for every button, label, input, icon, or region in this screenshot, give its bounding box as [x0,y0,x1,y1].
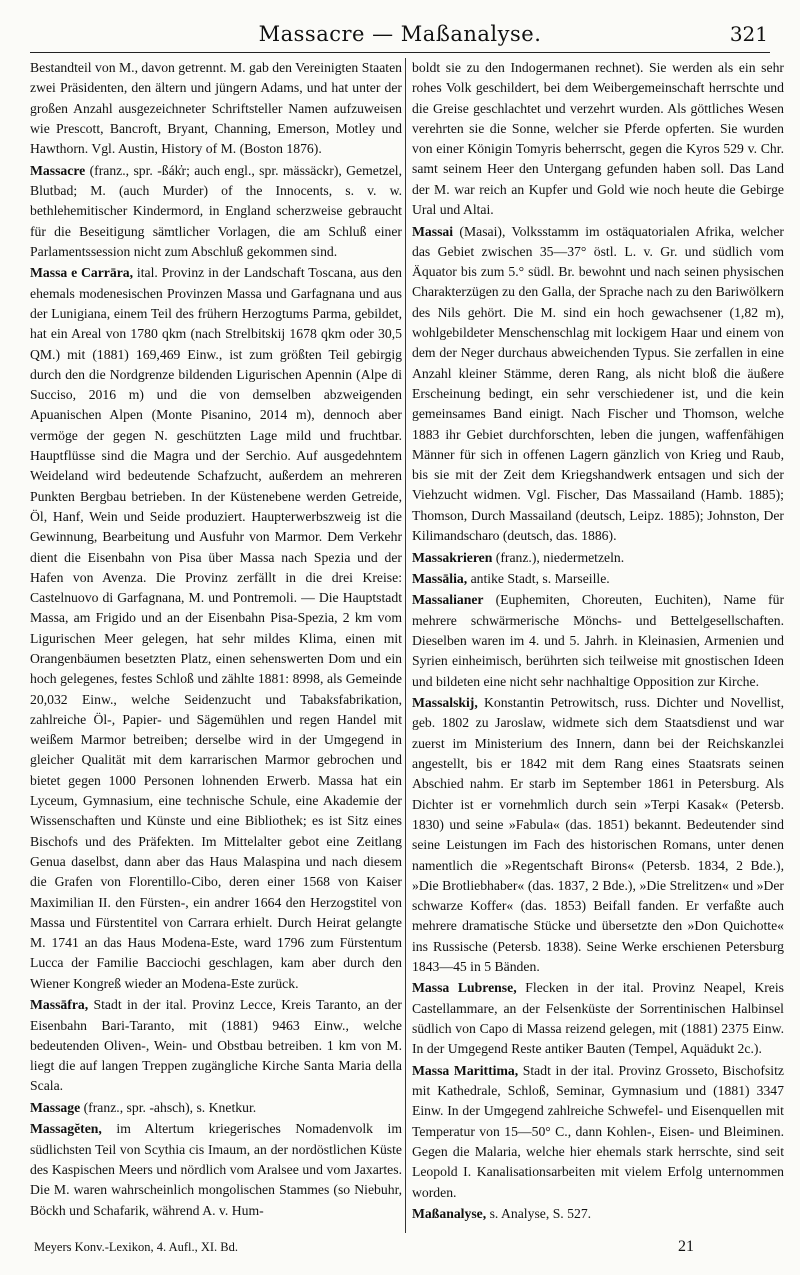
dictionary-entry [30,1098,402,1118]
entry-headword: Massai [412,223,454,239]
entry-text: Bestandteil von M., davon getrennt. M. gab den Vereinigten Staaten zwei Präsidenten, den ältern und jüngern Adams, und hat unter der großen Anzahl ausgezeichneter Schriftsteller Namen aufzuweisen wie Prescott, Bancroft, Bryant, Channing, Emerson, Motley und Hawthorn. Vgl. Austin, History of M. (Boston 1876). [30,60,402,157]
dictionary-entry [30,263,402,994]
dictionary-entry [412,1061,784,1203]
entry-text: ital. Provinz in der Landschaft Toscana, aus den ehemals modenesischen Provinzen Massa und Garfagnana und aus der Lunigiana, einem Teil des frühern Herzogtums Parma, gebildet, hat ein Areal von 1780 qkm (nach Strelbitskij 1678 qkm oder 30,5 QM.) mit (1881) 169,469 Einw., ist zum größten Teil gebirgig durch den die Nordgrenze bildenden Ligurischen Apennin (Alpe di Succiso, 2016 m) und die von demselben abzweigenden Apuanischen Alpen (Monte Pisanino, 2014 m), dennoch aber vermöge der gegen N. geschützten Lage mild und fruchtbar. Hauptflüsse sind die Magra und der Serchio. Auf ausgedehntem Weideland wird bedeutende Schafzucht, außerdem an mehreren Punkten Bergbau betrieben. In der Küstenebene werden Getreide, Öl, Hanf, Wein und Seide produziert. Haupterwerbszweig ist die Gewinnung, Bearbeitung und Ausfuhr von Marmor. Dem Verkehr dient die Eisenbahn von Pisa über Massa nach Spezia und der Hafen von Avenza. Die Provinz zerfällt in die drei Kreise: Castelnuovo di Garfagnana, M. und Pontremoli. — Die Hauptstadt Massa, am Frigido und an der Eisenbahn Pisa-Spezia, 2 km vom Ligurischen Meer gelegen, hat sehr mildes Klima, einen mit Orangenbäumen besetzten Platz, einen sehenswerten Dom und ein hoch gelegenes, festes Schloß und zählte 1881: 8998, als Gemeinde 20,032 Einw., welche Seidenzucht und Tabaksfabrikation, zahlreiche Öl-, Papier- und Sägemühlen und regen Handel mit weißem Marmor betreiben; derselbe wird in der Umgegend in gleicher Qualität mit dem karrarischen Marmor gebrochen und bietet gegen 1000 Personen lohnenden Erwerb. Massa hat ein Lyceum, Gymnasium, eine technische Schule, eine Akademie der Wissenschaften und Künste und eine Bibliothek; es ist Sitz eines Bischofs und des Präfekten. Im Mittelalter gebot eine Zeitlang Genua daselbst, dann aber das Haus Malaspina und nach diesem die Grafen von Florentillo-Cibo, deren einer 1568 von Kaiser Maximilian II. den Fürsten-, ein andrer 1664 den Herzogstitel von Massa und Fürstentitel von Carrara erhielt. Durch Heirat gelangte M. 1741 an das Haus Modena-Este, ward 1796 zum Fürstentum Lucca der Familie Bacciochi geschlagen, kam aber durch den Wiener Kongreß wieder an Modena-Este zurück. [30,265,402,991]
dictionary-entry [412,693,784,977]
running-header [30,18,770,53]
page-footer [30,1238,770,1262]
dictionary-entry [412,569,784,589]
entry-headword: Massage [30,1099,81,1115]
left-column [30,58,402,1226]
dictionary-entry [30,161,402,262]
entry-headword: Maßanalyse, [412,1206,487,1222]
entry-continuation [412,58,784,220]
entry-text: s. Analyse, S. 527. [486,1206,592,1222]
entry-headword: Massalianer [412,592,484,608]
entry-headword: Massa Marittima, [412,1062,519,1078]
dictionary-entry [412,978,784,1059]
entry-headword: Massagĕten, [30,1121,102,1137]
entry-text: (Euphemiten, Choreuten, Euchiten), Name für mehrere schwärmerische Mönchs- und Bettelgesellschaften. Dieselben waren im 4. und 5. Jahrh. in Kleinasien, Armenien und Syrien einheimisch, berührten sich teilweise mit gnostischen Ideen und bildeten eine nicht sehr nachhaltige Opposition zur Kirche. [412,592,784,689]
entry-headword: Massa Lubrense, [412,980,517,996]
dictionary-entry [412,222,784,547]
page-number: 321 [729,22,768,46]
entry-headword: Massāfra, [30,997,89,1013]
entry-text: Stadt in der ital. Provinz Lecce, Kreis Taranto, an der Eisenbahn Bari-Taranto, mit (1881) 9463 Einw., welche bedeutenden Oliven-, Wein- und Obstbau betreiben. 1 km von M. liegt die auf langen Treppen zugängliche Kirche Santa Maria della Scala. [30,997,402,1094]
running-title: Massacre — Maßanalyse. [258,22,542,46]
entry-text: Stadt in der ital. Provinz Grosseto, Bischofsitz mit Kathedrale, Schloß, Seminar, Gymnasium und (1881) 3347 Einw. In der Umgegend zahlreiche Schwefel- und Eisenquellen mit Temperatur von 15—50° C., dann Kohlen-, Eisen- und Bleiminen. Gegen die Malaria, welche hier ehemals stark herrschte, sind seit Leopold I. Kanalisationsarbeiten mit vielem Erfolg unternommen worden. [412,1062,784,1200]
entry-continuation [30,58,402,159]
entry-text: antike Stadt, s. Marseille. [467,570,610,586]
entry-headword: Massa e Carrāra, [30,265,134,281]
entry-text: (franz., spr. -ßák̓r; auch engl., spr. mässäckr), Gemetzel, Blutbad; M. (auch Murder) of the Innocents, s. v. w. bethlehemitischer Kindermord, in England scherzweise gebraucht für die Beseitigung sämtlicher Vorlagen, die am Schluß einer Parlamentssession nicht zum Abschluß gekommen sind. [30,162,402,259]
column-divider [405,58,406,1233]
dictionary-entry [30,1119,402,1220]
entry-text: boldt sie zu den Indogermanen rechnet). Sie werden als ein sehr rohes Volk geschildert, bei dem Weibergemeinschaft herrschte und die Greise geschlachtet und verzehrt wurden. Als göttliches Wesen verehrten sie die Sonne, welcher sie Pferde opferten. Sie wurden von einer Königin Tomyris beherrscht, gegen die Kyros 529 v. Chr. samt seinem Heer den Untergang gefunden haben soll. Das Land der M. war reich an Kupfer und Gold wie noch heute die Gebirge Ural und Altai. [412,60,784,218]
entry-text: (Masai), Volksstamm im ostäquatorialen Afrika, welcher das Gebiet zwischen 35—37° östl. L. v. Gr. und südlich vom Äquator bis zum 5.° südl. Br. bewohnt und nach seinen physischen Charakterzügen zu den Galla, der Sprache nach zu den Bariwölkern des Nils gehört. Die M. sind ein hoch gewachsener (1,82 m), wohlgebildeter Menschenschlag mit lockigem Haar und einem von dem der Neger durchaus abweichenden Typus. Sie zerfallen in eine Anzahl kleiner Stämme, deren Rang, als nicht bloß die äußere Erscheinung bedingt, ein sehr verschiedener ist, und die kein gemeinsames Band einigt. Nach Fischer und Thomson, welche 1883 ihr Gebiet durchforschten, leben die jungen, waffenfähigen Männer für sich in offenen Lagern gänzlich von Krieg und Raub, bis sie mit der Zeit dem Kriegshandwerk entsagen und sich der Viehzucht widmen. Vgl. Fischer, Das Massailand (Hamb. 1885); Thomson, Durch Massailand (deutsch, Leipz. 1885); Johnston, Der Kilimandscharo (deutsch, das. 1886). [412,223,784,544]
entry-text: (franz., spr. -ahsch), s. Knetkur. [80,1099,257,1115]
entry-headword: Massakrieren [412,549,493,565]
entry-text: (franz.), niedermetzeln. [492,549,625,565]
entry-headword: Massalskij, [412,695,478,711]
dictionary-entry [412,1204,784,1224]
entry-text: Flecken in der ital. Provinz Neapel, Kreis Castellammare, an der Felsenküste der Sorrentinischen Halbinsel südlich von Capo di Massa reizend gelegen, mit (1881) 2375 Einw. In der Umgegend Reste antiker Bauten (Tempel, Aquädukt 2c.). [412,980,784,1057]
sheet-number: 21 [678,1238,694,1255]
printer-signature: Meyers Konv.-Lexikon, 4. Aufl., XI. Bd. [34,1240,239,1254]
entry-text: im Altertum kriegerisches Nomadenvolk im südlichsten Teil von Scythia cis Imaum, an der nordöstlichen Küste des Kaspischen Meers und nördlich vom Aralsee und vom Jaxartes. Die M. waren wahrscheinlich mongolischen Stammes (so Niebuhr, Böckh und Schafarik, während A. v. Hum- [30,1121,402,1218]
entry-headword: Massacre [30,162,86,178]
dictionary-entry [412,590,784,691]
entry-headword: Massālia, [412,570,468,586]
entry-text: Konstantin Petrowitsch, russ. Dichter und Novellist, geb. 1802 zu Jaroslaw, widmete sich dem Staatsdienst und war zuerst im Ministerium des Innern, dann bei der Reichskanzlei angestellt, bis er 1842 mit dem Rang eines Staatsrats seinen Abschied nahm. Er starb im September 1861 in Petersburg. Als Dichter ist er vornehmlich durch sein »Terpi Kasak« (Petersb. 1830) und seine »Fabula« (das. 1851) bekannt. Bedeutender sind seine Leistungen im Fach des historischen Romans, unter denen namentlich die »Regentschaft Birons« (Petersb. 1834, 2 Bde.), »Die Brotliebhaber« (das. 1837, 2 Bde.), »Die Strelitzen« und »Der schwarze Koffer« (das. 1853) Beifall fanden. Er verfaßte auch mehrere dramatische Stücke und übersetzte den »Don Quichotte« ins Russische (Petersb. 1838). Seine Werke erschienen Petersburg 1843—45 in 5 Bänden. [412,695,784,974]
dictionary-entry [412,548,784,568]
right-column [412,58,784,1226]
dictionary-entry [30,995,402,1096]
